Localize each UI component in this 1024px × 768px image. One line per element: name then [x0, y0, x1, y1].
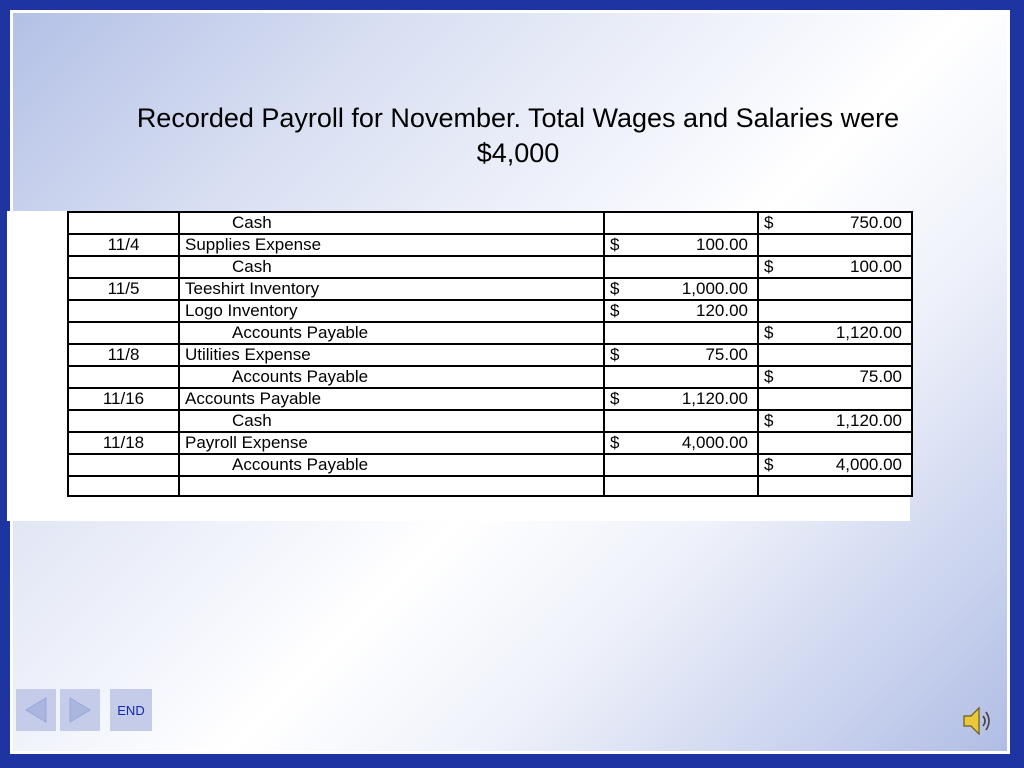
entry-date: 11/16: [68, 388, 179, 410]
debit-amount: [604, 366, 758, 388]
credit-amount: [758, 212, 912, 234]
debit-value: 75.00: [705, 345, 748, 364]
table-row: [68, 322, 912, 344]
account-name: Logo Inventory: [179, 300, 604, 322]
credit-value: 1,120.00: [835, 411, 902, 430]
entry-date: [68, 476, 179, 496]
entry-date: 11/8: [68, 344, 179, 366]
debit-amount: [604, 410, 758, 432]
debit-value: 4,000.00: [681, 433, 748, 452]
next-slide-button[interactable]: [60, 689, 100, 731]
account-name: Accounts Payable: [179, 454, 604, 476]
currency-symbol: $: [610, 301, 620, 320]
currency-symbol: $: [764, 213, 774, 232]
currency-symbol: $: [764, 257, 774, 276]
debit-value: 120.00: [696, 301, 748, 320]
currency-symbol: $: [610, 433, 620, 452]
debit-amount: [604, 234, 758, 256]
table-row: [68, 300, 912, 322]
credit-value: 4,000.00: [835, 455, 902, 474]
entry-date: [68, 366, 179, 388]
table-row: [68, 278, 912, 300]
entry-date: [68, 322, 179, 344]
debit-amount: [604, 278, 758, 300]
credit-amount: [758, 256, 912, 278]
account-name: Payroll Expense: [179, 432, 604, 454]
account-name: [179, 476, 604, 496]
table-row: [68, 256, 912, 278]
credit-amount: [758, 344, 912, 366]
credit-amount: [758, 278, 912, 300]
credit-amount: [758, 366, 912, 388]
currency-symbol: $: [764, 411, 774, 430]
table-row: [68, 410, 912, 432]
debit-value: 1,000.00: [681, 279, 748, 298]
table-row: [68, 454, 912, 476]
currency-symbol: $: [764, 367, 774, 386]
table-row: [68, 432, 912, 454]
entry-date: [68, 256, 179, 278]
debit-amount: [604, 476, 758, 496]
entry-date: 11/18: [68, 432, 179, 454]
end-show-button[interactable]: END: [110, 689, 152, 731]
account-name: Accounts Payable: [179, 322, 604, 344]
debit-amount: [604, 344, 758, 366]
account-name: Cash: [179, 256, 604, 278]
debit-value: 1,120.00: [681, 389, 748, 408]
previous-slide-button[interactable]: [16, 689, 56, 731]
table-row: [68, 476, 912, 496]
debit-amount: [604, 388, 758, 410]
account-name: Teeshirt Inventory: [179, 278, 604, 300]
credit-amount: [758, 476, 912, 496]
credit-amount: [758, 432, 912, 454]
table-row: [68, 388, 912, 410]
debit-value: 100.00: [696, 235, 748, 254]
credit-amount: [758, 300, 912, 322]
left-arrow-icon: [20, 694, 52, 726]
debit-amount: [604, 322, 758, 344]
credit-value: 750.00: [850, 213, 902, 232]
credit-value: 1,120.00: [835, 323, 902, 342]
currency-symbol: $: [610, 345, 620, 364]
account-name: Cash: [179, 212, 604, 234]
credit-value: 100.00: [850, 257, 902, 276]
table-row: [68, 366, 912, 388]
debit-amount: [604, 256, 758, 278]
entry-date: 11/5: [68, 278, 179, 300]
account-name: Supplies Expense: [179, 234, 604, 256]
credit-amount: [758, 234, 912, 256]
debit-amount: [604, 432, 758, 454]
credit-amount: [758, 410, 912, 432]
account-name: Utilities Expense: [179, 344, 604, 366]
right-arrow-icon: [64, 694, 96, 726]
debit-amount: [604, 454, 758, 476]
entry-date: [68, 454, 179, 476]
credit-amount: [758, 454, 912, 476]
entry-date: [68, 300, 179, 322]
debit-amount: [604, 300, 758, 322]
debit-amount: [604, 212, 758, 234]
account-name: Accounts Payable: [179, 388, 604, 410]
account-name: Accounts Payable: [179, 366, 604, 388]
table-row: [68, 212, 912, 234]
speaker-icon[interactable]: [962, 704, 992, 738]
journal-table: [67, 211, 913, 497]
currency-symbol: $: [764, 455, 774, 474]
table-row: [68, 234, 912, 256]
slide-title: Recorded Payroll for November. Total Wages and Salaries were $4,000: [136, 103, 900, 168]
currency-symbol: $: [610, 389, 620, 408]
currency-symbol: $: [610, 279, 620, 298]
account-name: Cash: [179, 410, 604, 432]
credit-value: 75.00: [859, 367, 902, 386]
entry-date: [68, 212, 179, 234]
credit-amount: [758, 388, 912, 410]
entry-date: [68, 410, 179, 432]
entry-date: 11/4: [68, 234, 179, 256]
currency-symbol: $: [610, 235, 620, 254]
currency-symbol: $: [764, 323, 774, 342]
credit-amount: [758, 322, 912, 344]
table-row: [68, 344, 912, 366]
